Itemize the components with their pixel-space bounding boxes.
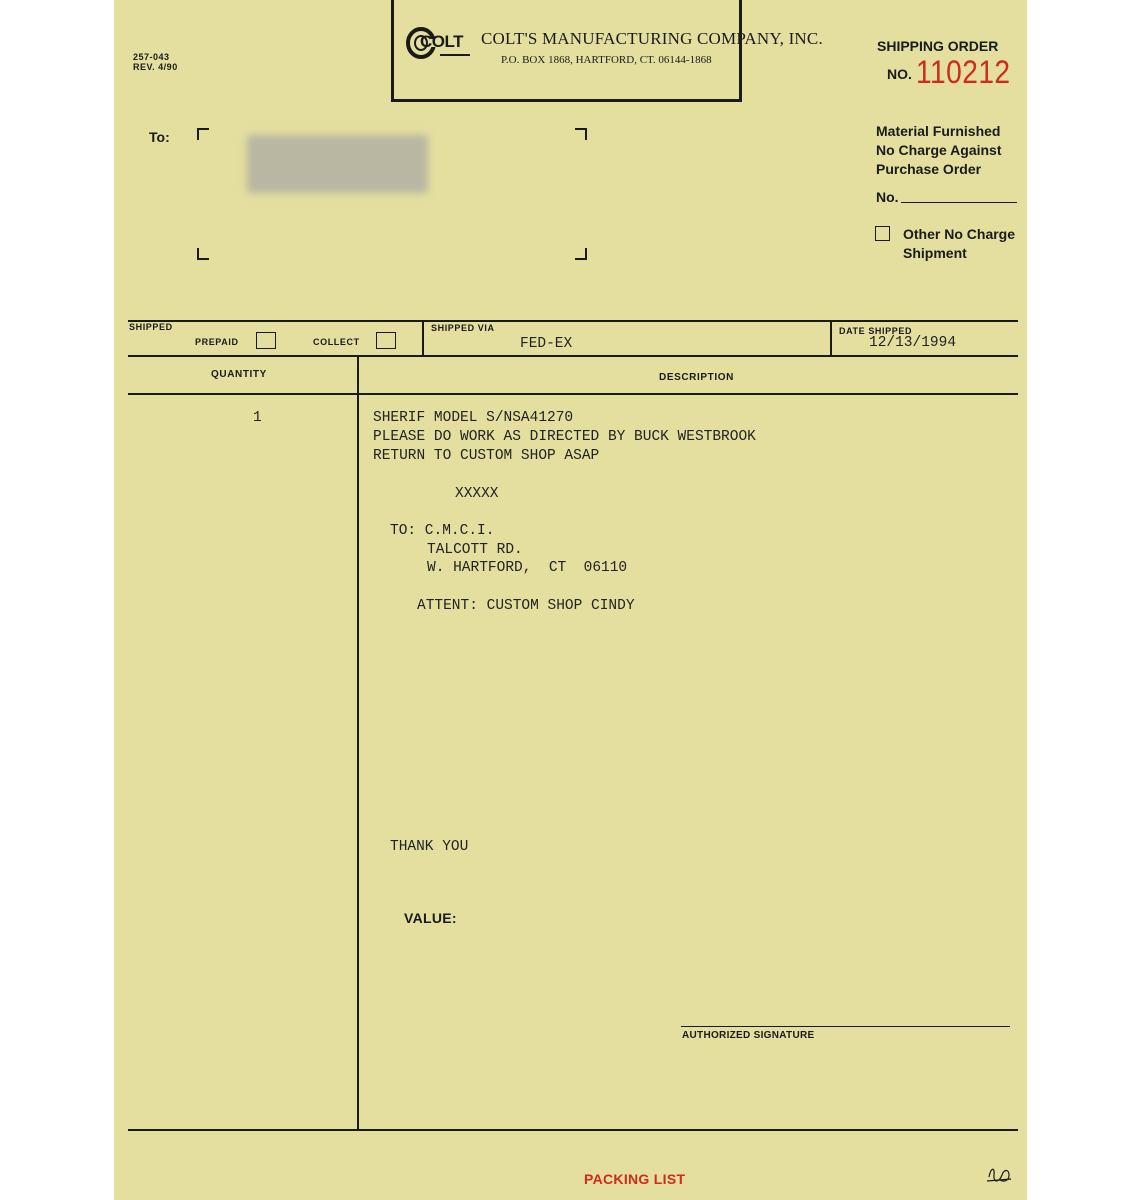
handwritten-initials <box>985 1163 1015 1192</box>
rule <box>830 320 832 356</box>
address-corner-mark <box>197 248 209 260</box>
logo-underline <box>440 54 470 56</box>
other-line: Shipment <box>903 245 967 261</box>
ship-to-line: TO: C.M.C.I. <box>390 523 495 539</box>
shipped-via-value: FED-EX <box>520 336 573 352</box>
form-revision: REV. 4/90 <box>133 62 178 72</box>
shipped-label: SHIPPED <box>129 322 173 332</box>
description-header: DESCRIPTION <box>659 372 734 383</box>
date-shipped-label: DATE SHIPPED <box>839 326 913 336</box>
material-furnished-text <box>876 122 1021 179</box>
redacted-address <box>247 135 428 193</box>
prepaid-label: PREPAID <box>195 337 239 347</box>
rule <box>128 320 1018 322</box>
ship-to-line: W. HARTFORD, CT 06110 <box>427 560 628 576</box>
address-corner-mark <box>575 128 587 140</box>
company-name: COLT'S MANUFACTURING COMPANY, INC. <box>481 29 823 48</box>
rule <box>422 320 424 356</box>
colt-logo <box>406 26 472 60</box>
quantity-header: QUANTITY <box>211 369 267 380</box>
quantity-value: 1 <box>253 410 262 426</box>
rule <box>128 393 1018 395</box>
rule <box>128 355 1018 357</box>
description-line: SHERIF MODEL S/NSA41270 <box>373 410 574 426</box>
shipping-order-title: SHIPPING ORDER <box>877 38 999 54</box>
column-divider <box>357 355 359 1130</box>
ship-to-line: TALCOTT RD. <box>427 542 523 558</box>
packing-list-label: PACKING LIST <box>584 1171 686 1187</box>
date-shipped-value: 12/13/1994 <box>869 335 957 351</box>
value-label: VALUE: <box>404 910 457 926</box>
colt-logo-text: COLT <box>420 32 464 51</box>
form-number: 257-043 <box>133 52 170 62</box>
purchase-order-no-label: No. <box>876 189 899 205</box>
company-header <box>391 0 823 102</box>
material-line: Material Furnished <box>876 123 1001 139</box>
signature-label: AUTHORIZED SIGNATURE <box>682 1030 815 1041</box>
other-no-charge-checkbox[interactable] <box>875 226 890 241</box>
material-line: Purchase Order <box>876 161 982 177</box>
rule <box>128 1129 1018 1131</box>
collect-checkbox[interactable] <box>376 332 396 349</box>
other-no-charge-label <box>903 225 1015 263</box>
address-corner-mark <box>575 248 587 260</box>
purchase-order-no-field[interactable] <box>901 202 1017 203</box>
prepaid-checkbox[interactable] <box>256 332 276 349</box>
to-label: To: <box>149 129 170 145</box>
company-address: P.O. BOX 1868, HARTFORD, CT. 06144-1868 <box>501 54 712 66</box>
address-corner-mark <box>197 128 209 140</box>
signature-line[interactable] <box>681 1026 1010 1027</box>
description-line: PLEASE DO WORK AS DIRECTED BY BUCK WESTBROOK <box>373 429 756 445</box>
shipped-via-label: SHIPPED VIA <box>431 323 495 333</box>
order-number: 110212 <box>916 54 1011 90</box>
collect-label: COLLECT <box>313 337 360 347</box>
description-line: RETURN TO CUSTOM SHOP ASAP <box>373 448 600 464</box>
attention-line: ATTENT: CUSTOM SHOP CINDY <box>417 598 635 614</box>
other-line: Other No Charge <box>903 226 1016 242</box>
order-number-label: NO. <box>887 66 912 82</box>
material-line: No Charge Against <box>876 142 1002 158</box>
form-code <box>133 52 178 72</box>
thank-you-line: THANK YOU <box>390 839 469 855</box>
description-marker: XXXXX <box>455 486 499 502</box>
